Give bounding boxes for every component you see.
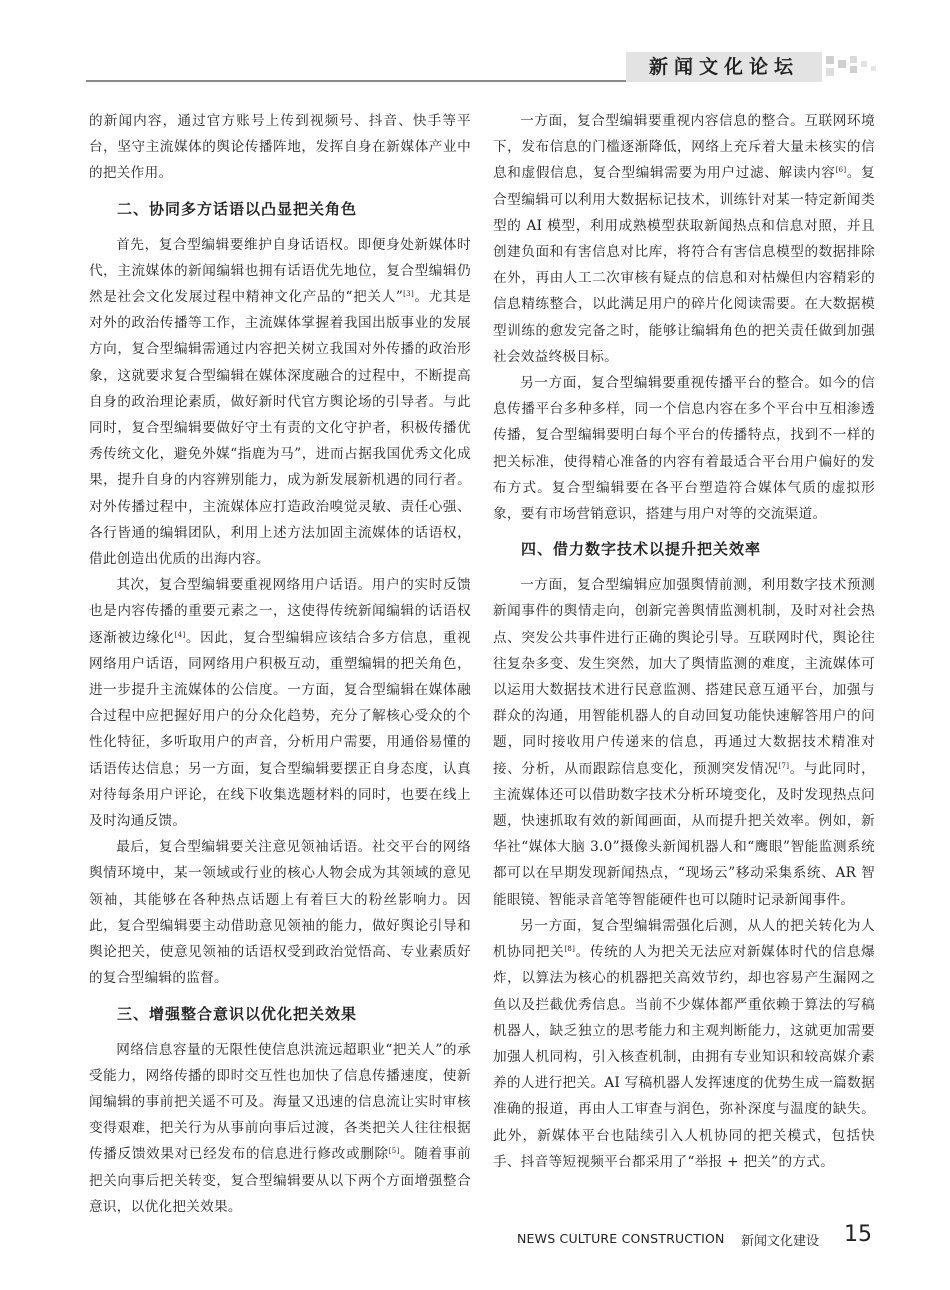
journal-name-en: NEWS CULTURE CONSTRUCTION (517, 1231, 725, 1246)
citation-ref: [8] (564, 945, 576, 954)
paragraph: 最后，复合型编辑要关注意见领袖话语。社交平台的网络舆情环境中，某一领域或行业的核心人物会成为其领域的意见领袖，其能够在各种热点话题上有着巨大的粉丝影响力。因此，复合型编辑要主动借助意见领袖的能力，做好舆论引导和舆论把关，使意见领袖的话语权受到政治觉悟高、专业素质好的复合型编辑的监督。 (89, 839, 471, 987)
citation-ref: [4] (174, 630, 186, 639)
paragraph: 另一方面，复合型编辑要重视传播平台的整合。如今的信息传播平台多种多样，同一个信息内容在多个平台中互相渗透传播，复合型编辑要明白每个平台的传播特点，找到不一样的把关标准，使得精心准备的内容有着最适合平台用户偏好的发布方式。复合型编辑要在各平台塑造符合媒体气质的虚拟形象，要有市场营销意识，搭建与用户对等的交流渠道。 (493, 375, 875, 523)
section-heading: 三、增强整合意识以优化把关效果 (117, 1004, 358, 1023)
paragraph: 一方面，复合型编辑要重视内容信息的整合。互联网环境下，发布信息的门槛逐渐降低，网络上充斥着大量未核实的信息和虚假信息，复合型编辑需要为用户过滤、解读内容[6]。复合型编辑可以利用大数据标记技术，训练针对某一特定新闻类型的 AI 模型，利用成熟模型获取新闻热点和信息对照，并且创建负面和有害信息对比库，将符合有害信息模型的数据排除在外，再由人工二次审核有疑点的信息和对枯燥但内容精彩的信息精练整合，以此满足用户的碎片化阅读需要。在大数据模型训练的愈发完备之时，能够让编辑角色的把关责任做到加强社会效益终极目标。 (493, 113, 875, 365)
section-heading: 二、协同多方话语以凸显把关角色 (117, 199, 358, 218)
citation-ref: [3] (403, 290, 414, 299)
paragraph: 一方面，复合型编辑应加强舆情前测，利用数字技术预测新闻事件的舆情走向，创新完善舆情监测机制，及时对社会热点、突发公共事件进行正确的舆论引导。互联网时代，舆论往往复杂多变、发生突然，加大了舆情监测的难度，主流媒体可以运用大数据技术进行民意监测、搭建民意互通平台，加强与群众的沟通，用智能机器人的自动回复功能快速解答用户的问题，同时接收用户传递来的信息，再通过大数据技术精准对接、分析，从而跟踪信息变化，预测突发情况[7]。与此同时，主流媒体还可以借助数字技术分析环境变化，及时发现热点问题，快速抓取有效的新闻画面，从而提升把关效率。例如，新华社“媒体大脑 3.0”摄像头新闻机器人和“鹰眼”智能监测系统都可以在早期发现新闻热点，“现场云”移动采集系统、AR 智能眼镜、智能录音笔等智能硬件也可以随时记录新闻事件。 (493, 577, 875, 908)
paragraph: 的新闻内容，通过官方账号上传到视频号、抖音、快手等平台，坚守主流媒体的舆论传播阵地，发挥自身在新媒体产业中的把关作用。 (89, 113, 471, 182)
right-column (493, 108, 875, 1175)
citation-ref: [6] (835, 166, 847, 175)
page-footer (500, 1222, 880, 1252)
page-number: 15 (844, 1222, 872, 1247)
paragraph: 首先，复合型编辑要维护自身话语权。即便身处新媒体时代，主流媒体的新闻编辑也拥有话语优先地位，复合型编辑仍然是社会文化发展过程中精神文化产品的“把关人”[3]。尤其是对外的政治传播等工作，主流媒体掌握着我国出版事业的发展方向，复合型编辑需通过内容把关树立我国对外传播的政治形象，这就要求复合型编辑在媒体深度融合的过程中，不断提高自身的政治理论素质，做好新时代官方舆论场的引导者。与此同时，复合型编辑要做好守土有责的文化守护者，积极传播优秀传统文化，避免外媒“指鹿为马”，进而占据我国优秀文化成果，提升自身的内容辨别能力，成为新发展新机遇的同行者。对外传播过程中，主流媒体应打造政治嗅觉灵敏、责任心强、各行皆通的编辑团队，利用上述方法加固主流媒体的话语权，借此创造出优质的出海内容。 (89, 236, 471, 568)
paragraph: 网络信息容量的无限性使信息洪流远超职业“把关人”的承受能力，网络传播的即时交互性也加快了信息传播速度，使新闻编辑的事前把关遥不可及。海量又迅速的信息流让实时审核变得艰难，把关行为从事前向事后过渡，各类把关人往往根据传播反馈效果对已经发布的信息进行修改或删除[5]。随着事前把关向事后把关转变，复合型编辑要从以下两个方面增强整合意识，以优化把关效果。 (89, 1041, 471, 1215)
paragraph: 其次，复合型编辑要重视网络用户话语。用户的实时反馈也是内容传播的重要元素之一，这使得传统新闻编辑的话语权逐渐被边缘化[4]。因此，复合型编辑应该结合多方信息，重视网络用户话语，同网络用户积极互动，重塑编辑的把关角色，进一步提升主流媒体的公信度。一方面，复合型编辑在媒体融合过程中应把握好用户的分众化趋势，充分了解核心受众的个性化特征，多听取用户的声音，分析用户需要，用通俗易懂的话语传达信息；另一方面，复合型编辑要摆正自身态度，认真对待每条用户评论，在线下收集选题材料的同时，也要在线上及时沟通反馈。 (89, 577, 471, 830)
citation-ref: [7] (778, 761, 790, 770)
citation-ref: [5] (388, 1147, 400, 1156)
paragraph: 另一方面，复合型编辑需强化后测，从人的把关转化为人机协同把关[8]。传统的人为把关无法应对新媒体时代的信息爆炸，以算法为核心的机器把关高效节约，却也容易产生漏网之鱼以及拦截优秀信息。当前不少媒体都严重依赖于算法的写稿机器人，缺乏独立的思考能力和主观判断能力，这就更加需要加强人机同构，引入核查机制，由拥有专业知识和较高媒介素养的人进行把关。AI 写稿机器人发挥速度的优势生成一篇数据准确的报道，再由人工审查与润色，弥补深度与温度的缺失。此外，新媒体平台也陆续引入人机协同的把关模式，包括快手、抖音等短视频平台都采用了“举报 + 把关”的方式。 (493, 917, 875, 1170)
section-title: 新闻文化论坛 (648, 56, 799, 78)
section-heading: 四、借力数字技术以提升把关效率 (521, 540, 762, 559)
left-column (89, 108, 471, 1220)
journal-name-cn: 新闻文化建设 (741, 1234, 820, 1249)
